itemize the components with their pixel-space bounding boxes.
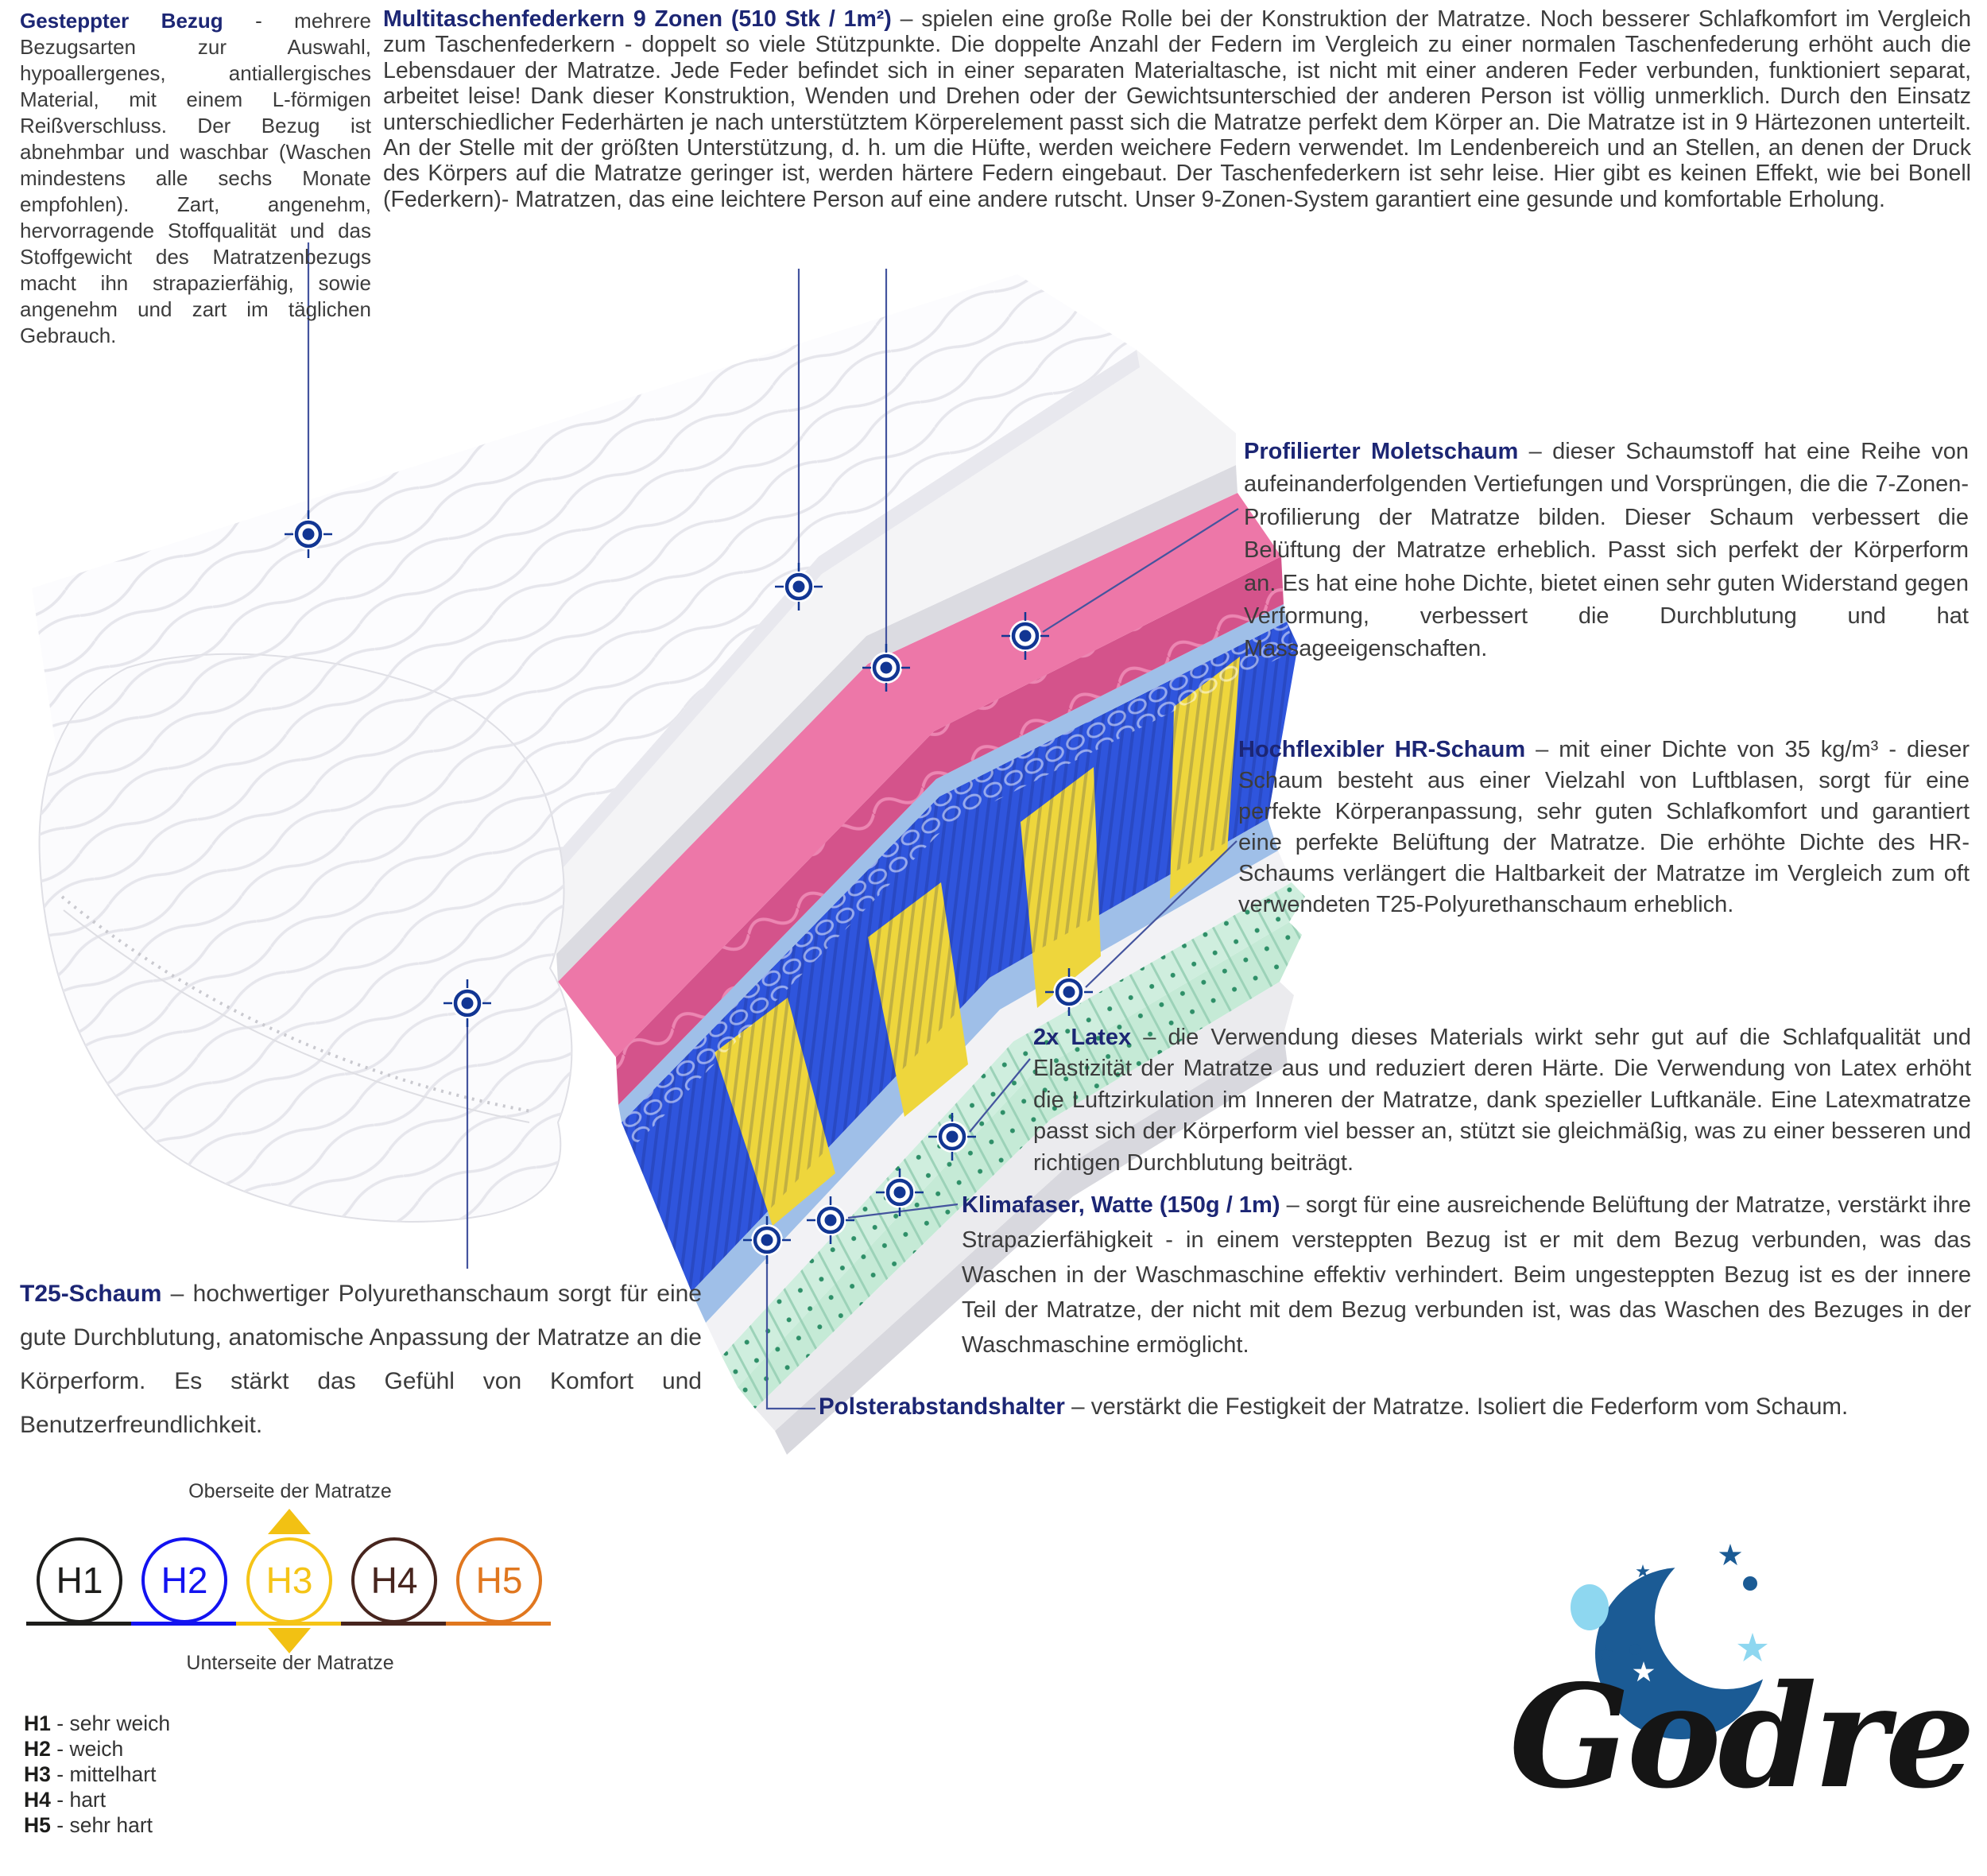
hardness-bottom-label: Unterseite der Matratze — [186, 1652, 394, 1674]
hardness-code: H1 — [56, 1560, 103, 1601]
section-heading: T25-Schaum — [20, 1281, 162, 1307]
brand-name: Godre — [1509, 1653, 1973, 1820]
legend-item — [24, 1711, 170, 1736]
legend-label: - mittelhart — [56, 1762, 157, 1786]
legend-label: - sehr hart — [56, 1813, 153, 1837]
legend-item — [24, 1762, 170, 1787]
hardness-axis-segment — [341, 1622, 446, 1626]
section-body: – die Verwendung dieses Materials wirkt sehr gut auf die Schlafqualität und Elastizität der Matratze aus und reduziert deren Härte. Die Verwendung von Latex erhöht die Luftzirkulation im Inneren der Matratze, dank spezieller Luftkanäle. Eine Latexmatratze passt sich der Körperform viel besser an, stützt sie gleichmäßig, was zu einer besseren und richtigen Durchblutung beiträgt. — [1033, 1025, 1971, 1176]
hardness-circle-h4 — [351, 1537, 437, 1623]
hardness-code: H5 — [475, 1560, 523, 1601]
hardness-axis-segment — [236, 1622, 341, 1626]
legend-item — [24, 1736, 170, 1762]
section-heading: Gesteppter Bezug — [20, 9, 223, 33]
hardness-axis-segment — [446, 1622, 551, 1626]
section-body: – dieser Schaumstoff hat eine Reihe von aufeinanderfolgenden Vertiefungen und Vorsprüngen, die die 7-Zonen-Profilierung der Matratze bilden. Dieser Schaum verbessert die Belüftung der Matratze erheblich. Passt sich perfekt der Körperform an. Es hat eine hohe Dichte, bietet einen sehr guten Widerstand gegen Verformung, verbessert die Durchblutung und hat Massageeigenschaften. — [1244, 439, 1969, 662]
hardness-code: H4 — [370, 1560, 418, 1601]
hardness-axis-segment — [26, 1622, 131, 1626]
section-heading: Polsterabstandshalter — [819, 1393, 1065, 1420]
arrow-up-icon — [268, 1509, 311, 1534]
section-profilierter-moletschaum — [1244, 436, 1969, 666]
section-hochflexibler-hr-schaum — [1238, 735, 1970, 921]
section-polsterabstandshalter — [819, 1391, 1983, 1423]
quilted-cover-drape — [40, 654, 572, 1222]
hardness-circle-h5 — [456, 1537, 542, 1623]
section-heading: Multitaschenfederkern 9 Zonen (510 Stk / 1m²) — [383, 6, 892, 32]
hardness-code: H3 — [265, 1560, 313, 1601]
hardness-code: H2 — [161, 1560, 208, 1601]
section-body: - mehrere Bezugsarten zur Auswahl, hypoallergenes, antiallergisches Material, mit einem L-förmigen Reißverschluss. Der Bezug ist abnehmbar und waschbar (Waschen mindestens alle sechs Monate empfohlen). Zart, angenehm, hervorragende Stoffqualität und das Stoffgewicht des Matratzenbezugs macht ihn strapazierfähig, sowie angenehm und zart im täglichen Gebrauch. — [20, 9, 371, 347]
hardness-top-label: Oberseite der Matratze — [188, 1480, 392, 1502]
section-body: – verstärkt die Festigkeit der Matratze. Isoliert die Federform vom Schaum. — [1071, 1393, 1849, 1420]
section-2x-latex — [1033, 1022, 1971, 1179]
section-body: – spielen eine große Rolle bei der Konstruktion der Matratze. Noch besserer Schlafkomfort im Vergleich zum Taschenfederkern - doppelt so viele Stützpunkte. Die doppelte Anzahl der Federn im Vergleich zu einer normalen Taschenfederung erhöht auch die Lebensdauer der Matratze. Jede Feder befindet sich in einer separaten Materialtasche, ist nicht mit einer anderen Feder verbunden, funktioniert separat, arbeitet leise! Dank dieser Konstruktion, Wenden und Drehen oder der Gewichtsunterschied der anderen Person ist völlig unmerklich. Durch den Einsatz unterschiedlicher Federhärten je nach unterstütztem Körperelement passt sich die Matratze perfekt dem Körper an. Die Matratze ist in 9 Härtezonen unterteilt. An der Stelle mit der größten Unterstützung, d. h. um die Hüfte, werden weichere Federn verwendet. Im Lendenbereich und an Stellen, an denen der Druck des Körpers auf die Matratze geringer ist, werden härtere Federn eingebaut. Der Taschenfederkern ist sehr leise. Hier gibt es keinen Effekt, wie bei Bonell (Federkern)- Matratzen, das eine leichtere Person auf eine andere rutscht. Unser 9-Zonen-System garantiert eine gesunde und komfortable Erholung. — [383, 6, 1971, 212]
legend-code: H1 — [24, 1711, 51, 1735]
legend-item — [24, 1812, 170, 1838]
dot-icon — [1743, 1576, 1757, 1591]
section-body: – hochwertiger Polyurethanschaum sorgt für eine gute Durchblutung, anatomische Anpassung der Matratze an die Körperform. Es stärkt das Gefühl von Komfort und Benutzerfreundlichkeit. — [20, 1281, 702, 1438]
section-body: – mit einer Dichte von 35 kg/m³ - dieser Schaum besteht aus einer Vielzahl von Luftblasen, sorgt für eine perfekte Körperanpassung, sehr guten Schlafkomfort und garantiert eine perfekte Belüftung der Matratze. Die erhöhte Dichte des HR-Schaums verlängert die Haltbarkeit der Matratze im Vergleich zum oft verwendeten T25-Polyurethanschaum erheblich. — [1238, 737, 1970, 917]
section-heading: Klimafaser, Watte (150g / 1m) — [962, 1192, 1280, 1218]
arrow-down-icon — [268, 1628, 311, 1653]
hardness-circle-h3 — [246, 1537, 332, 1623]
hardness-axis-segment — [131, 1622, 236, 1626]
legend-item — [24, 1787, 170, 1812]
hardness-circle-h1 — [37, 1537, 122, 1623]
legend-label: - sehr weich — [56, 1711, 171, 1735]
section-t25-schaum — [20, 1272, 702, 1447]
section-gesteppter-bezug — [20, 8, 371, 349]
legend-code: H3 — [24, 1762, 51, 1786]
brand-logo — [1494, 1520, 1987, 1872]
hardness-circle-h2 — [141, 1537, 227, 1623]
section-heading: Profilierter Moletschaum — [1244, 439, 1519, 464]
light-circle-icon — [1571, 1584, 1609, 1630]
legend-label: - weich — [56, 1737, 124, 1761]
legend-code: H2 — [24, 1737, 51, 1761]
section-heading: 2x Latex — [1033, 1025, 1132, 1050]
section-body: – sorgt für eine ausreichende Belüftung der Matratze, verstärkt ihre Strapazierfähigkeit - in einem versteppten Bezug ist er mit dem Bezug verbunden, was das Waschen in der Waschmaschine effektiv verhindert. Beim ungesteppten Bezug ist es der innere Teil der Matratze, der nicht mit dem Bezug verbunden ist, was das Waschen des Bezuges in der Waschmaschine ermöglicht. — [962, 1192, 1971, 1358]
section-heading: Hochflexibler HR-Schaum — [1238, 737, 1526, 762]
legend-code: H4 — [24, 1788, 51, 1812]
section-multitaschenfederkern — [383, 6, 1971, 212]
section-klimafaser — [962, 1188, 1971, 1362]
legend-code: H5 — [24, 1813, 51, 1837]
hardness-legend — [24, 1711, 170, 1838]
legend-label: - hart — [56, 1788, 107, 1812]
